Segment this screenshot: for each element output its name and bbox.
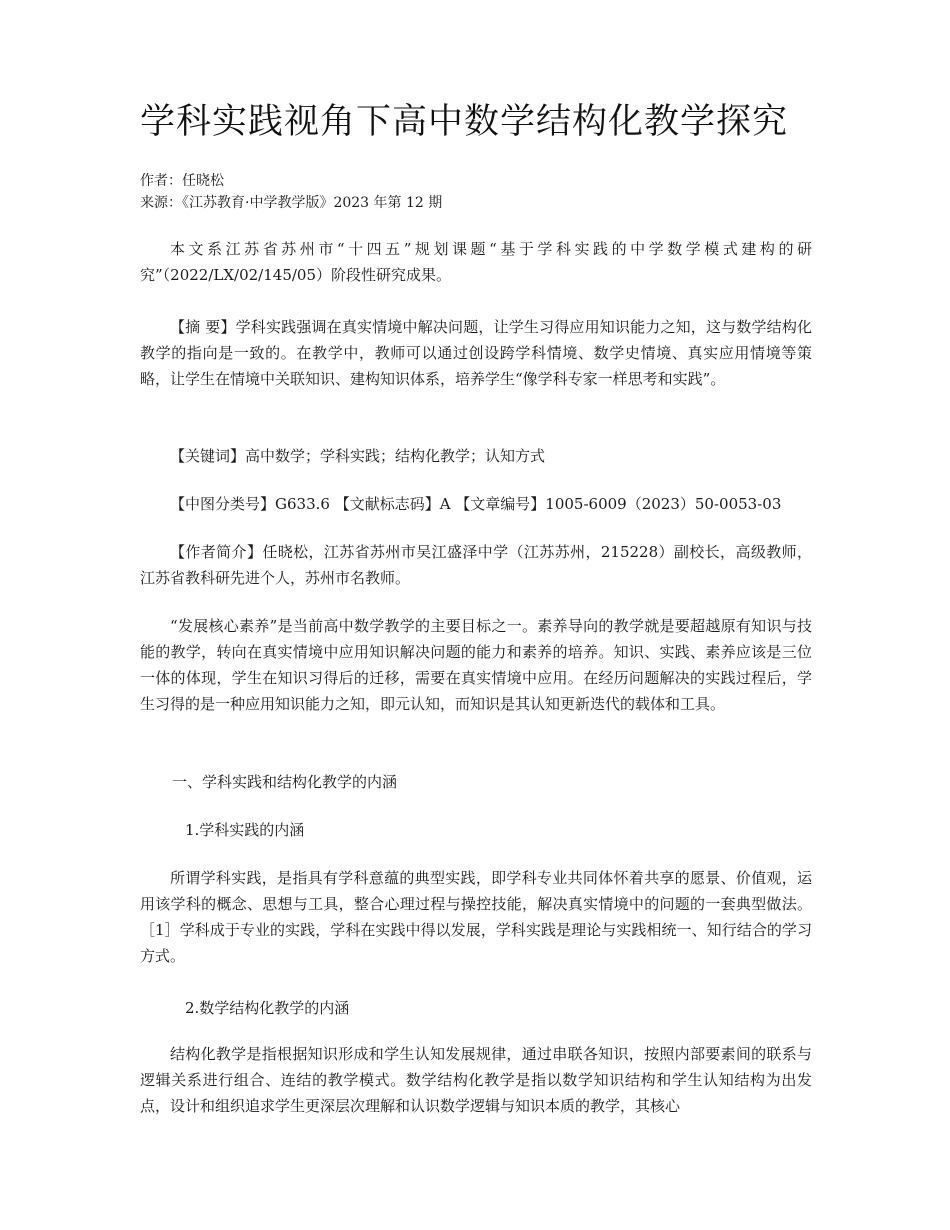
abstract: 【摘 要】学科实践强调在真实情境中解决问题，让学生习得应用知识能力之知，这与数学结构化教学的指向是一致的。在教学中，教师可以通过创设跨学科情境、数学史情境、真实应用情境等策略，让学生在情境中关联知识、建构知识体系，培养学生“像学科专家一样思考和实践”。 [140, 318, 812, 388]
subsection-paragraph: 结构化教学是指根据知识形成和学生认知发展规律，通过串联各知识，按照内部要素间的联系与逻辑关系进行组合、连结的教学模式。数学结构化教学是指以数学知识结构和学生认知结构为出发点，设计和组织追求学生更深层次理解和认识数学逻辑与知识本质的教学，其核心 [140, 1045, 812, 1115]
author-bio: 【作者简介】任晓松，江苏省苏州市吴江盛泽中学（江苏苏州，215228）副校长，高级教师，江苏省教科研先进个人，苏州市名教师。 [140, 543, 812, 587]
article-title: 学科实践视角下高中数学结构化教学探究 [140, 102, 789, 142]
subsection-paragraph: 所谓学科实践，是指具有学科意蕴的典型实践，即学科专业共同体怀着共享的愿景、价值观，运用该学科的概念、思想与工具，整合心理过程与操控技能，解决真实情境中的问题的一套典型做法。［1］学科成于专业的实践，学科在实践中得以发展，学科实践是理论与实践相统一、知行结合的学习方式。 [140, 869, 812, 965]
source-line: 来源：《江苏教育·中学教学版》2023 年第 12 期 [140, 195, 443, 211]
classification-info: 【中图分类号】G633.6 【文献标志码】A 【文章编号】1005-6009（2023）50-0053-03 [170, 495, 782, 513]
intro-paragraph: “发展核心素养”是当前高中数学教学的主要目标之一。素养导向的教学就是要超越原有知识与技能的教学，转向在真实情境中应用知识解决问题的能力和素养的培养。知识、实践、素养应该是三位一体的体现，学生在知识习得后的迁移，需要在真实情境中应用。在经历问题解决的实践过程后，学生习得的是一种应用知识能力之知，即元认知，而知识是其认知更新迭代的载体和工具。 [140, 617, 812, 713]
author-line: 作者：任晓松 [140, 173, 224, 189]
funding-note: 本文系江苏省苏州市“十四五”规划课题“基于学科实践的中学数学模式建构的研究”（2022/LX/02/145/05）阶段性研究成果。 [140, 240, 812, 284]
subsection-heading: 1.学科实践的内涵 [185, 821, 305, 839]
section-heading: 一、学科实践和结构化教学的内涵 [172, 773, 398, 791]
subsection-heading: 2.数学结构化教学的内涵 [185, 999, 350, 1017]
keywords: 【关键词】高中数学；学科实践；结构化教学；认知方式 [170, 447, 546, 465]
